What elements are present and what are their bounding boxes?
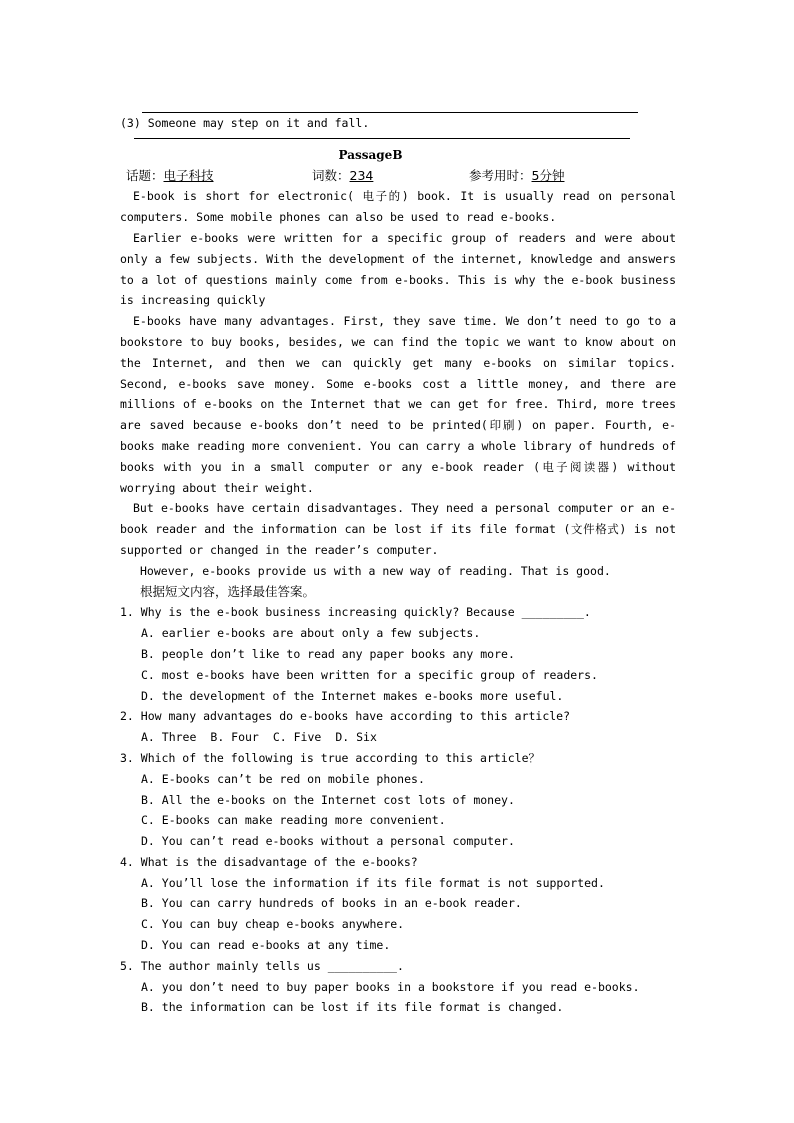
option: D. Six <box>335 730 377 745</box>
instruction: 根据短文内容，选择最佳答案。 <box>140 583 316 599</box>
question-stem: 4. What is the disadvantage of the e-books? <box>120 854 418 869</box>
question-stem: 1. Why is the e-book business increasing quickly? Because _________. <box>120 605 591 620</box>
passage-paragraph: E-books have many advantages. First, they save time. We don’t need to go to a bookstore to buy books, besides, we can find the topic we want to know about on the Internet, and then we can quickly get many e-books on similar topics. Second, e-books save money. Some e-books cost a little money, and there are millions of e-books on the Internet that we can get for free. Third, more trees are saved because e-books don’t need to be printed(印刷) on paper. Fourth, e-books make reading more convenient. You can carry a whole library of hundreds of books with you in a small computer or any e-book reader (电子阅读器) without worrying about their weight. <box>120 314 676 495</box>
question-1 <box>120 602 676 706</box>
time-value: 5分钟 <box>531 167 565 183</box>
option: A. E-books can’t be red on mobile phones. <box>141 771 425 786</box>
question-stem: 2. How many advantages do e-books have according to this article? <box>120 709 571 724</box>
passage-title: PassageB <box>338 147 403 162</box>
option: A. you don’t need to buy paper books in a bookstore if you read e-books. <box>141 979 640 994</box>
time-group <box>469 166 564 187</box>
option: B. people don’t like to read any paper books any more. <box>141 646 515 661</box>
topic-value: 电子科技 <box>163 167 214 183</box>
passage-paragraph: However, e-books provide us with a new way of reading. That is good. <box>140 563 611 578</box>
option-row <box>120 727 676 748</box>
option: B. Four <box>210 730 259 745</box>
question-3 <box>120 748 676 852</box>
previous-item-text: (3) Someone may step on it and fall. <box>120 116 370 130</box>
question-2 <box>120 706 676 748</box>
option: B. You can carry hundreds of books in an e-book reader. <box>141 896 522 911</box>
passage-paragraph: E-book is short for electronic( 电子的) book. It is usually read on personal computers. Some mobile phones can also be used to read e-books. <box>120 189 676 225</box>
question-5 <box>120 956 676 1018</box>
option: C. most e-books have been written for a specific group of readers. <box>141 667 598 682</box>
option: B. All the e-books on the Internet cost lots of money. <box>141 792 515 807</box>
passage-paragraph: But e-books have certain disadvantages. They need a personal computer or an e-book reader and the information can be lost if its file format (文件格式) is not supported or changed in the reader’s computer. <box>120 501 676 557</box>
question-stem: 3. Which of the following is true according to this article？ <box>120 750 540 765</box>
option: A. You’ll lose the information if its file format is not supported. <box>141 875 605 890</box>
topic-label: 话题： <box>126 167 164 183</box>
worksheet-page <box>120 100 676 1018</box>
option: C. You can buy cheap e-books anywhere. <box>141 917 405 932</box>
option: A. Three <box>141 730 197 745</box>
answer-line <box>134 138 630 139</box>
passage-meta <box>120 166 676 187</box>
option: D. You can read e-books at any time. <box>141 938 391 953</box>
option: C. E-books can make reading more convenient. <box>141 813 446 828</box>
option: D. the development of the Internet makes e-books more useful. <box>141 688 564 703</box>
option: B. the information can be lost if its file format is changed. <box>141 1000 564 1015</box>
word-count-group <box>312 166 469 187</box>
question-stem: 5. The author mainly tells us __________. <box>120 958 404 973</box>
time-label: 参考用时： <box>469 167 532 183</box>
option: C. Five <box>272 730 322 745</box>
option: A. earlier e-books are about only a few subjects. <box>141 626 481 641</box>
question-4 <box>120 852 676 956</box>
option: D. You can’t read e-books without a personal computer. <box>141 834 515 849</box>
passage-paragraph: Earlier e-books were written for a specific group of readers and were about only a few subjects. With the development of the internet, knowledge and answers to a lot of questions mainly come from e-books. This is why the e-book business is increasing quickly <box>120 230 676 308</box>
word-count-label: 词数： <box>312 167 350 183</box>
word-count-value: 234 <box>349 167 374 183</box>
topic-group <box>126 166 312 187</box>
